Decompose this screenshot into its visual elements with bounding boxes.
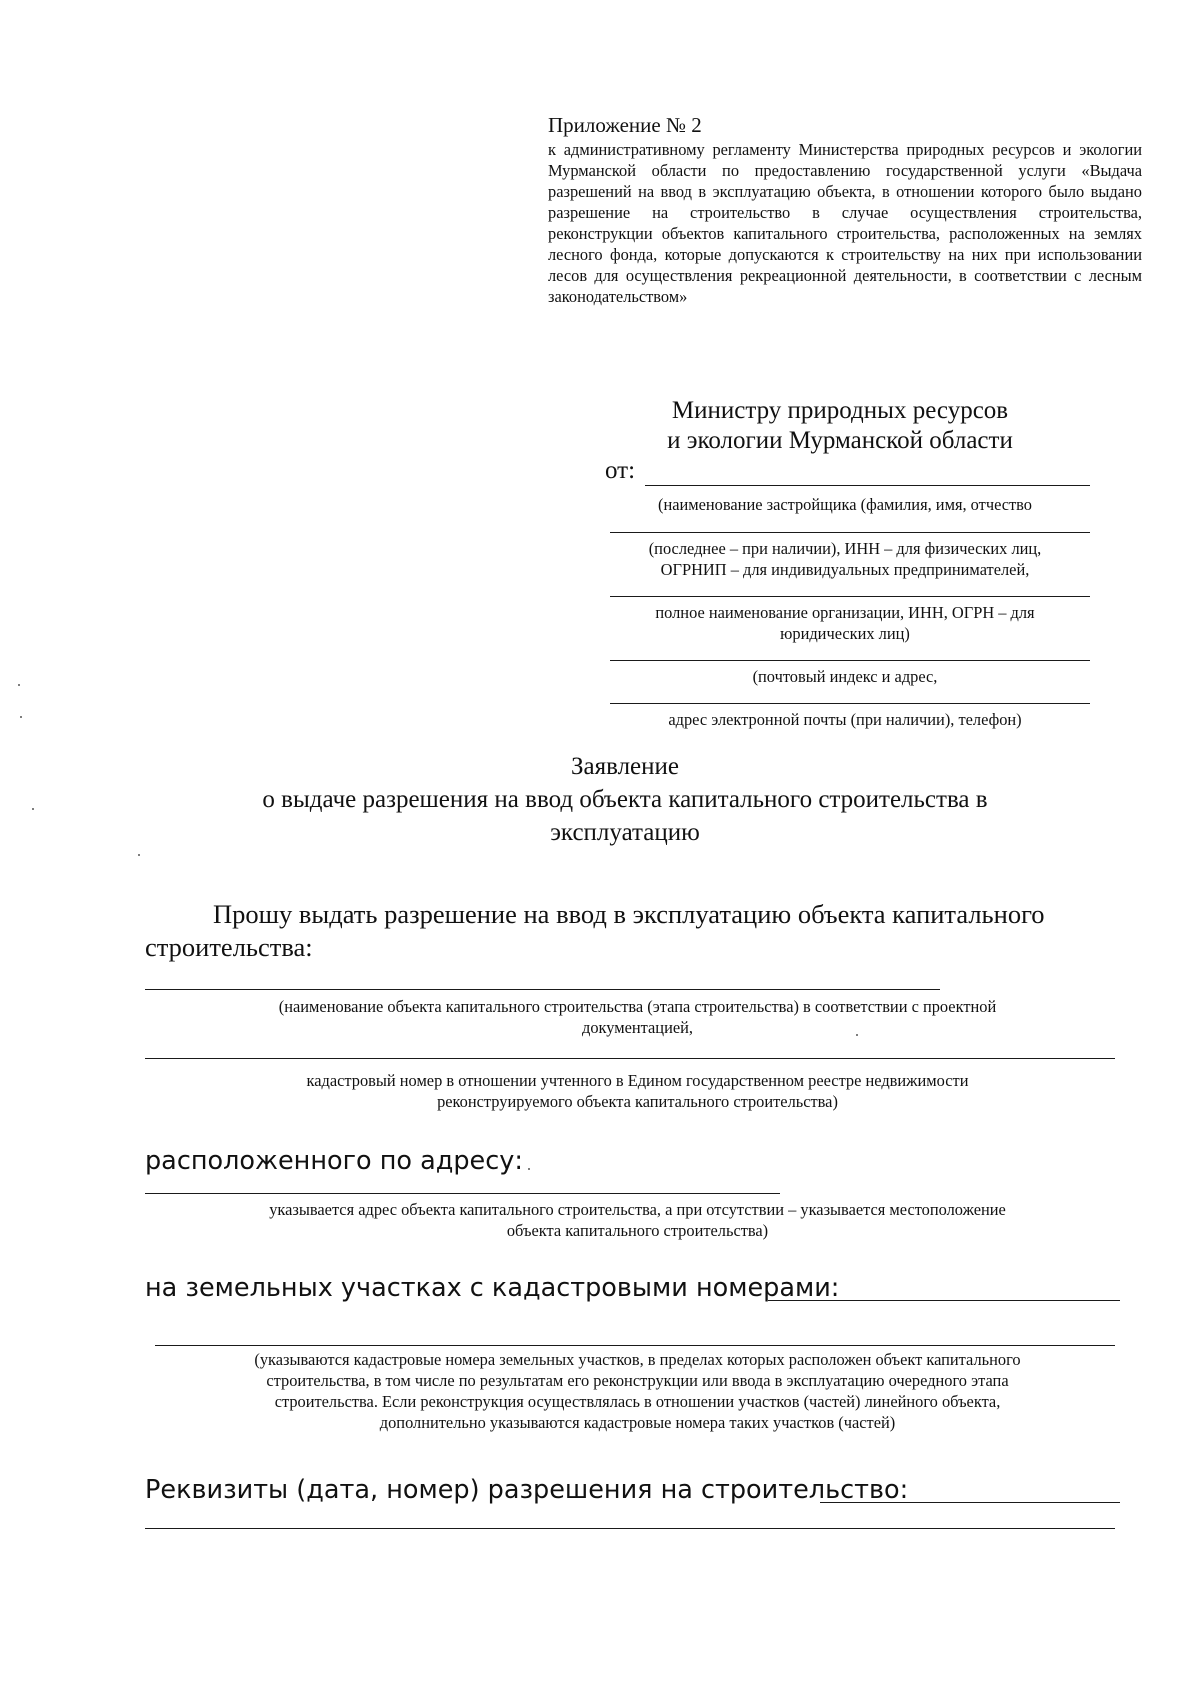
- from-field-line[interactable]: [645, 485, 1090, 486]
- land-plots-label: на земельных участках с кадастровыми номерами:: [145, 1273, 840, 1303]
- document-title: [150, 750, 1100, 849]
- land-caption-1: (указываются кадастровые номера земельных участков, в пределах которых расположен объект капитального: [254, 1350, 1021, 1369]
- from-caption-4: полное наименование организации, ИНН, ОГРН – для: [655, 603, 1035, 622]
- cadastral-caption-1: кадастровый номер в отношении учтенного в Едином государственном реестре недвижимости: [306, 1071, 969, 1090]
- from-field-line-3[interactable]: [610, 596, 1090, 597]
- address-line[interactable]: [145, 1193, 780, 1194]
- land-plots-line-1[interactable]: [768, 1300, 1120, 1301]
- from-field-line-2[interactable]: [610, 532, 1090, 533]
- title-line-1: Заявление: [570, 753, 680, 780]
- from-label: от:: [605, 457, 636, 484]
- address-caption-1: указывается адрес объекта капитального строительства, а при отсутствии – указывается местоположение: [269, 1200, 1006, 1219]
- from-caption-6: (почтовый индекс и адрес,: [752, 667, 938, 686]
- cadastral-number-line[interactable]: [145, 1058, 1115, 1059]
- title-line-2: о выдаче разрешения на ввод объекта капитального строительства в: [262, 786, 988, 813]
- from-field-line-4[interactable]: [610, 660, 1090, 661]
- scan-speck: [20, 716, 22, 718]
- object-caption-2: документацией,: [582, 1018, 693, 1037]
- address-caption-2: объекта капитального строительства): [506, 1221, 769, 1240]
- from-caption-7: адрес электронной почты (при наличии), телефон): [668, 710, 1022, 729]
- object-caption-1: (наименование объекта капитального строительства (этапа строительства) в соответствии с проектной: [278, 997, 997, 1016]
- land-caption-2: строительства, в том числе по результатам его реконструкции или ввода в эксплуатацию очередного этапа: [266, 1371, 1009, 1390]
- scan-speck: [18, 684, 20, 686]
- from-caption-3: ОГРНИП – для индивидуальных предпринимателей,: [660, 560, 1030, 579]
- land-caption-3: строительства. Если реконструкция осуществлялась в отношении участков (частей) линейного объекта,: [274, 1392, 1001, 1411]
- scan-speck: [856, 1034, 858, 1036]
- permit-details-line-1[interactable]: [820, 1502, 1120, 1503]
- appendix-title: Приложение № 2: [548, 113, 702, 137]
- land-caption-4: дополнительно указываются кадастровые номера таких участков (частей): [379, 1413, 896, 1432]
- scan-speck: [528, 1168, 530, 1170]
- permit-details-line-2[interactable]: [145, 1528, 1115, 1529]
- scan-speck: [138, 854, 140, 856]
- addressee-line-2: и экологии Мурманской области: [667, 427, 1013, 454]
- from-field-line-5[interactable]: [610, 703, 1090, 704]
- addressee-line-1: Министру природных ресурсов: [671, 397, 1009, 424]
- from-caption-2: (последнее – при наличии), ИНН – для физических лиц,: [648, 539, 1042, 558]
- cadastral-caption-2: реконструируемого объекта капитального строительства): [437, 1092, 838, 1111]
- title-line-3: эксплуатацию: [550, 819, 700, 846]
- object-name-line[interactable]: [145, 989, 940, 990]
- from-caption-1: (наименование застройщика (фамилия, имя, отчество: [657, 495, 1033, 514]
- from-caption-5: юридических лиц): [780, 624, 910, 643]
- request-intro: Прошу выдать разрешение на ввод в эксплуатацию объекта капитального строительства:: [145, 899, 1045, 962]
- permit-details-label: Реквизиты (дата, номер) разрешения на строительство:: [145, 1475, 909, 1505]
- appendix-text: к административному регламенту Министерства природных ресурсов и экологии Мурманской области по предоставлению государственной услуги «Выдача разрешений на ввод в эксплуатацию объекта, в отношении которого было выдано разрешение на строительство в случае осуществления строительства, реконструкции объектов капитального строительства, расположенных на землях лесного фонда, которые допускаются к строительству на них при использовании лесов для осуществления рекреационной деятельности, в соответствии с лесным законодательством»: [548, 140, 1142, 306]
- address-label: расположенного по адресу:: [145, 1146, 523, 1176]
- addressee-block: [595, 396, 1085, 456]
- scan-speck: [32, 808, 34, 810]
- land-plots-line-2[interactable]: [155, 1345, 1115, 1346]
